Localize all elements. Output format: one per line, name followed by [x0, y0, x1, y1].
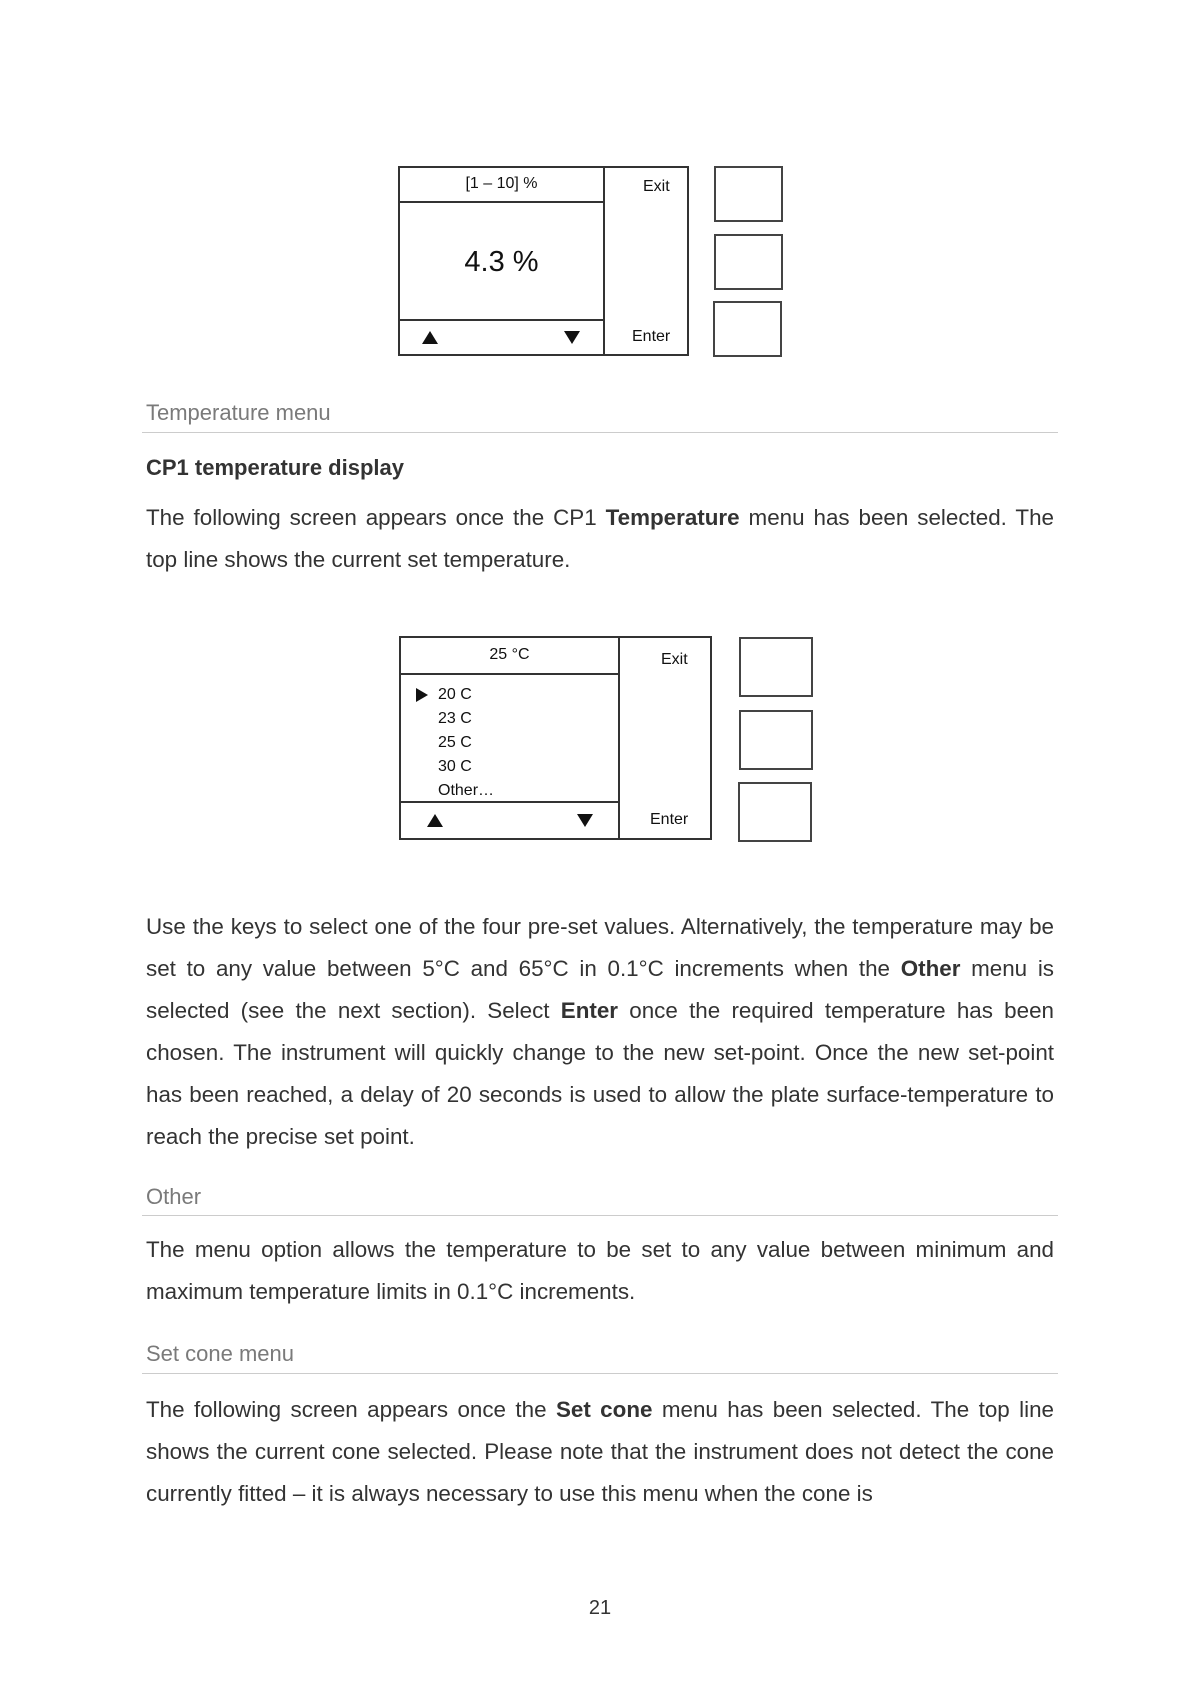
section-heading-other: Other	[146, 1184, 202, 1209]
section-heading-set-cone: Set cone menu	[146, 1341, 294, 1366]
display-footer	[401, 801, 618, 838]
usage-text: Use the keys to select one of the four pre-set values. Alternatively, the temperature may be set to any value between 5°C and 65°C in 0.1°C increments when the	[146, 914, 1054, 981]
usage-paragraph	[146, 906, 1054, 1158]
softkey-middle-button[interactable]	[714, 234, 783, 290]
softkey-bottom-button[interactable]	[738, 782, 812, 842]
usage-text: once the required temperature has been chosen. The instrument will quickly change to the new set-point. Once the new set-point has been reached, a delay of 20 seconds is used to allow the plate surface-temperature to reach the precise set point.	[146, 998, 1054, 1149]
set-cone-paragraph	[146, 1389, 1054, 1515]
page-number: 21	[588, 1597, 612, 1619]
triangle-down-icon[interactable]	[564, 331, 580, 344]
temperature-option[interactable]: 20 C	[438, 686, 472, 703]
softkey-exit-label: Exit	[661, 651, 688, 668]
softkey-middle-button[interactable]	[739, 710, 813, 770]
softkey-enter-label: Enter	[650, 811, 689, 828]
softkey-exit-label: Exit	[643, 178, 670, 195]
intro-text: The following screen appears once the CP1	[146, 505, 606, 530]
display-percent-panel	[398, 166, 689, 356]
temperature-option[interactable]: 30 C	[438, 758, 472, 775]
triangle-up-icon[interactable]	[422, 331, 438, 344]
range-label: [1 – 10] %	[400, 168, 603, 203]
section-heading-temperature: Temperature menu	[146, 400, 331, 425]
softkey-top-button[interactable]	[739, 637, 813, 697]
intro-bold-term: Temperature	[605, 505, 740, 530]
section-divider	[142, 432, 1058, 433]
intro-text-end: menu has been selected. The top line shows the current set temperature.	[146, 505, 1055, 572]
triangle-up-icon[interactable]	[427, 814, 443, 827]
display-temperature-panel	[399, 636, 712, 840]
display-footer	[400, 319, 603, 354]
percent-value: 4.3 %	[464, 246, 539, 278]
temperature-intro-paragraph	[146, 497, 1054, 581]
set-cone-bold-term: Set cone	[555, 1397, 653, 1422]
temperature-option[interactable]: Other…	[438, 782, 495, 799]
softkey-top-button[interactable]	[714, 166, 783, 222]
temperature-option[interactable]: 25 C	[438, 734, 472, 751]
set-cone-text: menu has been selected. The top line shows the current cone selected. Please note that the instrument does not detect the cone currently fitted – it is always necessary to use this menu when the cone is	[146, 1397, 1054, 1506]
section-divider	[142, 1373, 1058, 1374]
temperature-option[interactable]: 23 C	[438, 710, 472, 727]
usage-bold-other: Other	[900, 956, 961, 981]
set-cone-text: The following screen appears once the	[146, 1397, 556, 1422]
current-temperature-label: 25 °C	[401, 638, 618, 675]
triangle-down-icon[interactable]	[577, 814, 593, 827]
triangle-right-icon	[416, 688, 428, 702]
softkey-enter-label: Enter	[632, 328, 671, 345]
display-screen	[401, 638, 620, 838]
softkey-bottom-button[interactable]	[713, 301, 782, 357]
display-screen	[400, 168, 605, 354]
other-paragraph: The menu option allows the temperature to be set to any value between minimum and maximum temperature limits in 0.1°C increments.	[146, 1237, 1054, 1304]
subheading-cp1-temperature: CP1 temperature display	[146, 455, 404, 480]
section-divider	[142, 1215, 1058, 1216]
usage-bold-enter: Enter	[560, 998, 619, 1023]
usage-text: menu is selected (see the next section). Select	[146, 956, 1054, 1023]
